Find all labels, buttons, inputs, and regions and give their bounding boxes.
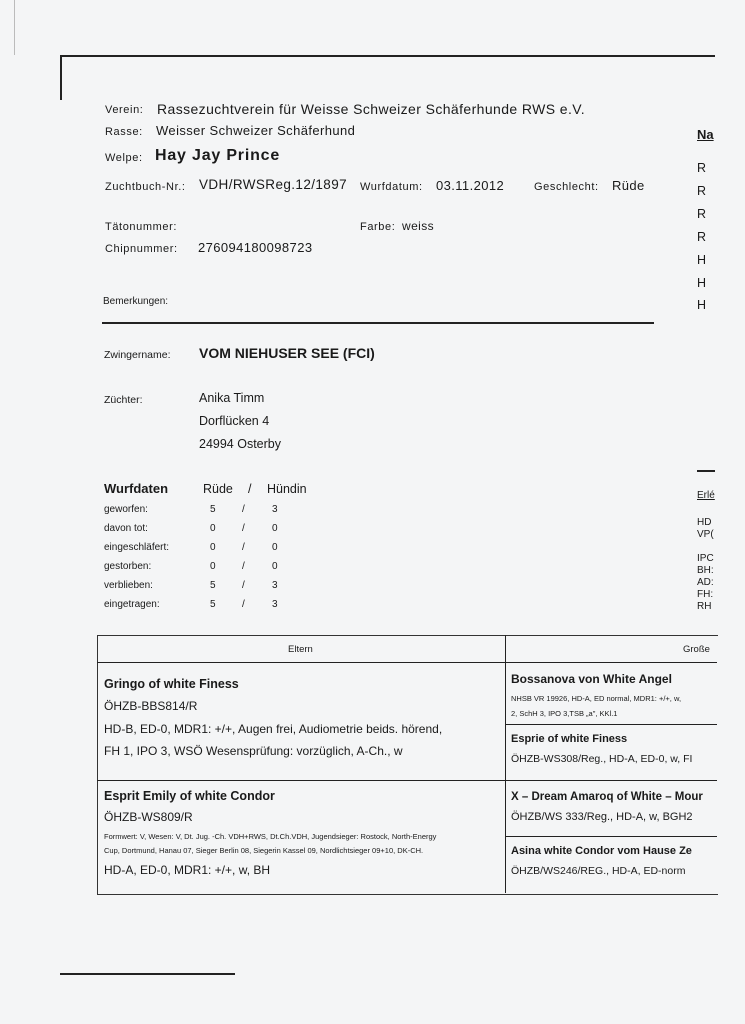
zwinger-label: Zwingername: [104, 349, 171, 361]
dam-titles-1: Formwert: V, Wesen: V, Dt. Jug. -Ch. VDH+RWS, Dt.Ch.VDH, Jugendsieger: Rostock, North-Energy [104, 832, 437, 841]
wurfdaten-row-rude: 5 [210, 580, 216, 591]
wurfdatum-value: 03.11.2012 [436, 178, 505, 193]
rasse-value: Weisser Schweizer Schäferhund [156, 123, 356, 138]
bemerkungen-line [102, 322, 654, 324]
right-erl-dash [697, 470, 715, 472]
wurfdaten-title: Wurfdaten [104, 481, 169, 496]
dam-name: Esprit Emily of white Condor [104, 789, 275, 803]
sire-reg: ÖHZB-BBS814/R [104, 699, 198, 713]
gp1-name: Bossanova von White Angel [511, 672, 672, 686]
wurfdaten-row-sep: / [242, 542, 245, 553]
dam-reg: ÖHZB-WS809/R [104, 810, 193, 824]
gp4-details: ÖHZB/WS246/REG., HD-A, ED-norm [511, 865, 686, 877]
welpe-value: Hay Jay Prince [155, 147, 281, 164]
rasse-label: Rasse: [105, 126, 143, 138]
gp2-name: Esprie of white Finess [511, 733, 628, 745]
zuchtbuch-label: Zuchtbuch-Nr.: [105, 181, 186, 193]
zwinger-value: VOM NIEHUSER SEE (FCI) [199, 345, 375, 361]
grandparents-clip [506, 636, 715, 892]
wurfdaten-col-huendin: Hündin [267, 482, 307, 496]
left-border-line [60, 55, 62, 100]
right-column-letter: R [697, 161, 707, 175]
wurfdaten-row-huendin: 0 [272, 523, 278, 534]
wurfdaten-row-huendin: 3 [272, 504, 278, 515]
gp3-name: X – Dream Amaroq of White – Mour [511, 791, 703, 803]
sire-titles: FH 1, IPO 3, WSÖ Wesensprüfung: vorzüglich, A-Ch., w [104, 744, 403, 758]
zuechter-label: Züchter: [104, 394, 143, 406]
sire-health: HD-B, ED-0, MDR1: +/+, Augen frei, Audiometrie beids. hörend, [104, 722, 443, 736]
right-column-code: HD [697, 517, 712, 528]
right-column-letter: H [697, 253, 707, 267]
bottom-line [60, 973, 235, 975]
gp2-details: ÖHZB-WS308/Reg., HD-A, ED-0, w, FI [511, 753, 693, 765]
sire-name: Gringo of white Finess [104, 677, 239, 691]
right-column-code: AD: [697, 577, 714, 588]
right-column-code: FH: [697, 589, 714, 600]
wurfdaten-row-label: davon tot: [104, 523, 148, 534]
chip-label: Chipnummer: [105, 243, 178, 255]
verein-value: Rassezuchtverein für Weisse Schweizer Schäferhunde RWS e.V. [157, 101, 585, 117]
wurfdaten-row-label: eingetragen: [104, 599, 160, 610]
wurfdaten-row-sep: / [242, 561, 245, 572]
bemerkungen-label: Bemerkungen: [103, 296, 169, 307]
dam-health: HD-A, ED-0, MDR1: +/+, w, BH [104, 863, 271, 877]
gp1-details-2: 2, SchH 3, IPO 3,TSB „a", KKl.1 [511, 709, 618, 718]
eltern-header: Eltern [288, 644, 313, 655]
right-column-letter: H [697, 298, 707, 312]
wurfdaten-row-label: gestorben: [104, 561, 152, 572]
farbe-label: Farbe: [360, 221, 396, 233]
wurfdaten-row-sep: / [242, 599, 245, 610]
wurfdaten-row-rude: 0 [210, 561, 216, 572]
wurfdaten-col-rude: Rüde [203, 482, 233, 496]
zuechter-street: Dorflücken 4 [199, 414, 270, 428]
gp4-name: Asina white Condor vom Hause Ze [511, 845, 692, 857]
zuechter-name: Anika Timm [199, 391, 265, 405]
right-column-code: RH [697, 601, 712, 612]
taetonummer-label: Tätonummer: [105, 221, 178, 233]
right-column-letter: H [697, 276, 707, 290]
welpe-label: Welpe: [105, 152, 143, 164]
geschlecht-value: Rüde [612, 178, 645, 193]
wurfdaten-row-rude: 0 [210, 523, 216, 534]
right-erl-label: Erlé [697, 490, 715, 501]
wurfdaten-row-sep: / [242, 504, 245, 515]
zuchtbuch-value: VDH/RWSReg.12/1897 [199, 177, 348, 192]
wurfdaten-row-rude: 0 [210, 542, 216, 553]
gp1-details-1: NHSB VR 19926, HD-A, ED normal, MDR1: +/+, w, [511, 694, 682, 703]
wurfdaten-row-rude: 5 [210, 504, 216, 515]
dam-titles-2: Cup, Dortmund, Hanau 07, Sieger Berlin 08, Siegerin Kassel 09, Nordlichtsieger 09+10, DK-CH. [104, 846, 424, 855]
wurfdaten-row-rude: 5 [210, 599, 216, 610]
wurfdatum-label: Wurfdatum: [360, 181, 423, 193]
wurfdaten-row-huendin: 0 [272, 542, 278, 553]
wurfdaten-row-huendin: 0 [272, 561, 278, 572]
wurfdaten-row-label: geworfen: [104, 504, 148, 515]
right-column-code: BH: [697, 565, 714, 576]
right-column-heading: Na [697, 127, 714, 142]
right-column-letter: R [697, 207, 707, 221]
wurfdaten-row-huendin: 3 [272, 580, 278, 591]
wurfdaten-row-label: verblieben: [104, 580, 153, 591]
right-column-code: IPC [697, 553, 714, 564]
top-border-line [60, 55, 715, 57]
right-column-letter: R [697, 230, 707, 244]
chip-value: 276094180098723 [198, 240, 313, 255]
verein-label: Verein: [105, 104, 144, 116]
farbe-value: weiss [402, 219, 435, 233]
right-column-letter: R [697, 184, 707, 198]
geschlecht-label: Geschlecht: [534, 181, 599, 193]
grosseltern-header: Große [683, 644, 710, 655]
wurfdaten-col-sep: / [248, 482, 252, 496]
scan-left-edge [14, 0, 15, 55]
wurfdaten-row-sep: / [242, 523, 245, 534]
zuechter-city: 24994 Osterby [199, 437, 281, 451]
wurfdaten-row-sep: / [242, 580, 245, 591]
right-column-code: VP( [697, 529, 714, 540]
gp3-details: ÖHZB/WS 333/Reg., HD-A, w, BGH2 [511, 811, 693, 823]
wurfdaten-row-label: eingeschläfert: [104, 542, 170, 553]
wurfdaten-row-huendin: 3 [272, 599, 278, 610]
